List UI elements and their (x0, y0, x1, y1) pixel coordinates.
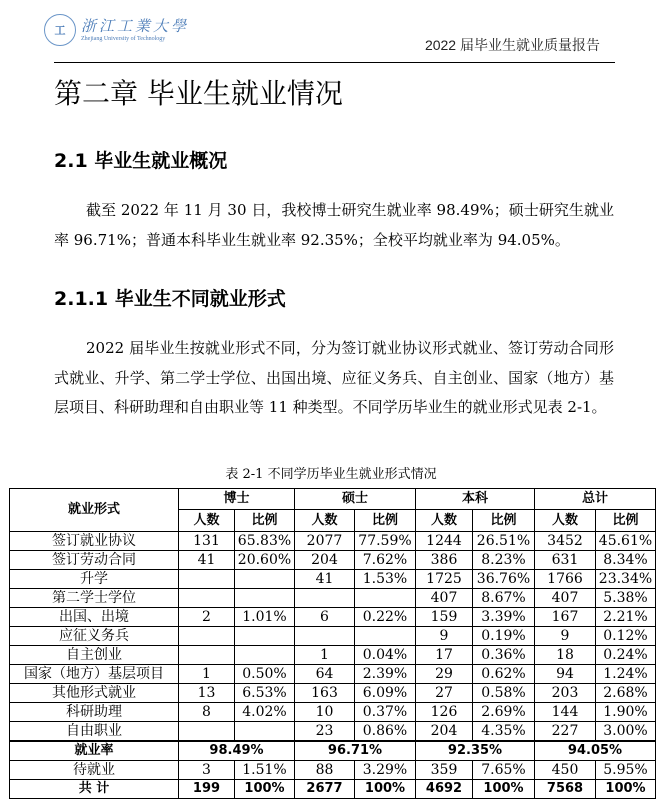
row-label: 自主创业 (10, 646, 179, 665)
group-header: 本科 (416, 489, 535, 510)
group-header: 博士 (179, 489, 295, 510)
table-cell: 1.24% (596, 665, 656, 684)
count-header: 人数 (535, 510, 596, 532)
subsection-paragraph: 2022 届毕业生按就业形式不同，分为签订就业协议形式就业、签订劳动合同形式就业、升学、第二学士学位、出国出境、应征义务兵、自主创业、国家（地方）基层项目、科研助理和自由职业等 11 种类型。不同学历毕业生的就业形式见表 2-1。 (54, 339, 614, 416)
table-cell (355, 627, 416, 646)
table-cell: 0.19% (473, 627, 535, 646)
table-cell: 631 (535, 551, 596, 570)
table-cell: 126 (416, 703, 473, 722)
table-cell: 3452 (535, 532, 596, 551)
table-cell: 29 (416, 665, 473, 684)
table-cell: 1244 (416, 532, 473, 551)
table-row (10, 570, 656, 589)
table-cell (235, 589, 295, 608)
table-cell (295, 589, 355, 608)
university-logo (44, 14, 189, 46)
table-cell: 18 (535, 646, 596, 665)
total-cell: 100% (473, 780, 535, 799)
table-row (10, 665, 656, 684)
table-cell: 1 (295, 646, 355, 665)
table-cell: 77.59% (355, 532, 416, 551)
row-label: 签订就业协议 (10, 532, 179, 551)
group-header: 总计 (535, 489, 656, 510)
table-cell: 227 (535, 722, 596, 742)
university-seal-icon: 工 (44, 14, 76, 46)
row-label: 升学 (10, 570, 179, 589)
table-cell: 94 (535, 665, 596, 684)
table-cell: 386 (416, 551, 473, 570)
table-cell: 5.95% (596, 761, 656, 780)
table-cell: 0.62% (473, 665, 535, 684)
table-cell (235, 627, 295, 646)
table-cell: 65.83% (235, 532, 295, 551)
total-cell: 100% (355, 780, 416, 799)
rate-cell: 94.05% (535, 741, 656, 761)
table-cell (355, 589, 416, 608)
ratio-header: 比例 (473, 510, 535, 532)
table-cell: 2.39% (355, 665, 416, 684)
table-cell: 144 (535, 703, 596, 722)
section-paragraph: 截至 2022 年 11 月 30 日，我校博士研究生就业率 98.49%；硕士研究生就业率 96.71%；普通本科毕业生就业率 92.35%；全校平均就业率为 94.05%。 (54, 201, 614, 249)
table-row (10, 589, 656, 608)
header-row (10, 489, 656, 510)
table-cell: 41 (179, 551, 235, 570)
row-label: 共 计 (10, 780, 179, 799)
table-row (10, 722, 656, 742)
table-cell: 8.34% (596, 551, 656, 570)
table-cell: 407 (535, 589, 596, 608)
row-label: 第二学士学位 (10, 589, 179, 608)
employment-rate-row (10, 741, 656, 761)
table-cell (179, 722, 235, 742)
table-cell: 2077 (295, 532, 355, 551)
table-cell: 0.86% (355, 722, 416, 742)
table-row (10, 608, 656, 627)
count-header: 人数 (295, 510, 355, 532)
table-cell: 2.21% (596, 608, 656, 627)
total-cell: 2677 (295, 780, 355, 799)
table-row (10, 684, 656, 703)
ratio-header: 比例 (235, 510, 295, 532)
table-cell: 203 (535, 684, 596, 703)
table-cell: 41 (295, 570, 355, 589)
table-cell (235, 722, 295, 742)
table-cell: 6.53% (235, 684, 295, 703)
table-cell: 26.51% (473, 532, 535, 551)
group-header: 硕士 (295, 489, 416, 510)
table-cell: 0.24% (596, 646, 656, 665)
row-label: 国家（地方）基层项目 (10, 665, 179, 684)
table-cell: 1725 (416, 570, 473, 589)
table-cell: 159 (416, 608, 473, 627)
table-cell: 20.60% (235, 551, 295, 570)
count-header: 人数 (416, 510, 473, 532)
row-label: 应征义务兵 (10, 627, 179, 646)
count-header: 人数 (179, 510, 235, 532)
table-cell: 3.39% (473, 608, 535, 627)
table-cell: 4.02% (235, 703, 295, 722)
table-cell: 407 (416, 589, 473, 608)
table-cell: 0.12% (596, 627, 656, 646)
table-cell: 7.65% (473, 761, 535, 780)
table-cell: 1.51% (235, 761, 295, 780)
total-row (10, 780, 656, 799)
chapter-title: 第二章 毕业生就业情况 (54, 77, 343, 110)
table-cell: 88 (295, 761, 355, 780)
table-cell: 23.34% (596, 570, 656, 589)
table-row (10, 627, 656, 646)
waiting-row (10, 761, 656, 780)
total-cell: 100% (596, 780, 656, 799)
row-label: 自由职业 (10, 722, 179, 742)
table-cell: 2.68% (596, 684, 656, 703)
table-cell: 13 (179, 684, 235, 703)
header-rule (54, 62, 615, 63)
table-cell: 0.37% (355, 703, 416, 722)
table-cell: 163 (295, 684, 355, 703)
ratio-header: 比例 (596, 510, 656, 532)
total-cell: 199 (179, 780, 235, 799)
table-cell: 8 (179, 703, 235, 722)
row-label: 待就业 (10, 761, 179, 780)
table-cell: 4.35% (473, 722, 535, 742)
subsection-title: 2.1.1 毕业生不同就业形式 (54, 288, 286, 310)
table-cell: 7.62% (355, 551, 416, 570)
table-cell: 0.36% (473, 646, 535, 665)
table-cell: 23 (295, 722, 355, 742)
rate-cell: 92.35% (416, 741, 535, 761)
row-label: 科研助理 (10, 703, 179, 722)
table-cell: 45.61% (596, 532, 656, 551)
table-caption: 表 2-1 不同学历毕业生就业形式情况 (225, 467, 437, 482)
table-cell: 167 (535, 608, 596, 627)
table-cell: 204 (295, 551, 355, 570)
table-cell: 1766 (535, 570, 596, 589)
table-cell: 9 (416, 627, 473, 646)
table-cell: 2.69% (473, 703, 535, 722)
table-cell: 131 (179, 532, 235, 551)
section-title: 2.1 毕业生就业概况 (54, 150, 228, 172)
ratio-header: 比例 (355, 510, 416, 532)
table-cell: 6.09% (355, 684, 416, 703)
table-cell (235, 570, 295, 589)
logo-cn: 浙江工業大學 (81, 17, 190, 35)
table-cell: 204 (416, 722, 473, 742)
total-cell: 4692 (416, 780, 473, 799)
table-cell (179, 589, 235, 608)
table-cell: 27 (416, 684, 473, 703)
rate-cell: 98.49% (179, 741, 295, 761)
table-cell: 1.90% (596, 703, 656, 722)
table-cell: 3.29% (355, 761, 416, 780)
table-cell: 450 (535, 761, 596, 780)
table-cell (235, 646, 295, 665)
table-cell: 1.53% (355, 570, 416, 589)
table-cell: 3 (179, 761, 235, 780)
table-cell: 8.23% (473, 551, 535, 570)
row-label: 就业率 (10, 741, 179, 761)
table-cell: 0.22% (355, 608, 416, 627)
table-cell: 0.04% (355, 646, 416, 665)
table-row (10, 703, 656, 722)
row-label: 出国、出境 (10, 608, 179, 627)
employment-table (9, 488, 656, 799)
table-cell (179, 627, 235, 646)
table-row (10, 532, 656, 551)
rate-cell: 96.71% (295, 741, 416, 761)
table-cell: 1 (179, 665, 235, 684)
table-cell: 17 (416, 646, 473, 665)
table-cell: 0.50% (235, 665, 295, 684)
table-cell: 10 (295, 703, 355, 722)
table-cell: 9 (535, 627, 596, 646)
logo-en: Zhejiang University of Technology (81, 36, 166, 42)
table-cell: 8.67% (473, 589, 535, 608)
table-cell: 6 (295, 608, 355, 627)
total-cell: 100% (235, 780, 295, 799)
table-cell: 64 (295, 665, 355, 684)
row-label: 其他形式就业 (10, 684, 179, 703)
table-cell: 3.00% (596, 722, 656, 742)
table-cell: 0.58% (473, 684, 535, 703)
table-row (10, 551, 656, 570)
row-label: 签订劳动合同 (10, 551, 179, 570)
corner-header: 就业形式 (10, 489, 179, 532)
table-cell (179, 570, 235, 589)
table-row (10, 646, 656, 665)
table-cell (295, 627, 355, 646)
table-cell: 36.76% (473, 570, 535, 589)
table-cell: 2 (179, 608, 235, 627)
table-cell: 1.01% (235, 608, 295, 627)
table-cell (179, 646, 235, 665)
total-cell: 7568 (535, 780, 596, 799)
table-cell: 5.38% (596, 589, 656, 608)
report-title: 2022 届毕业生就业质量报告 (424, 37, 600, 53)
table-cell: 359 (416, 761, 473, 780)
